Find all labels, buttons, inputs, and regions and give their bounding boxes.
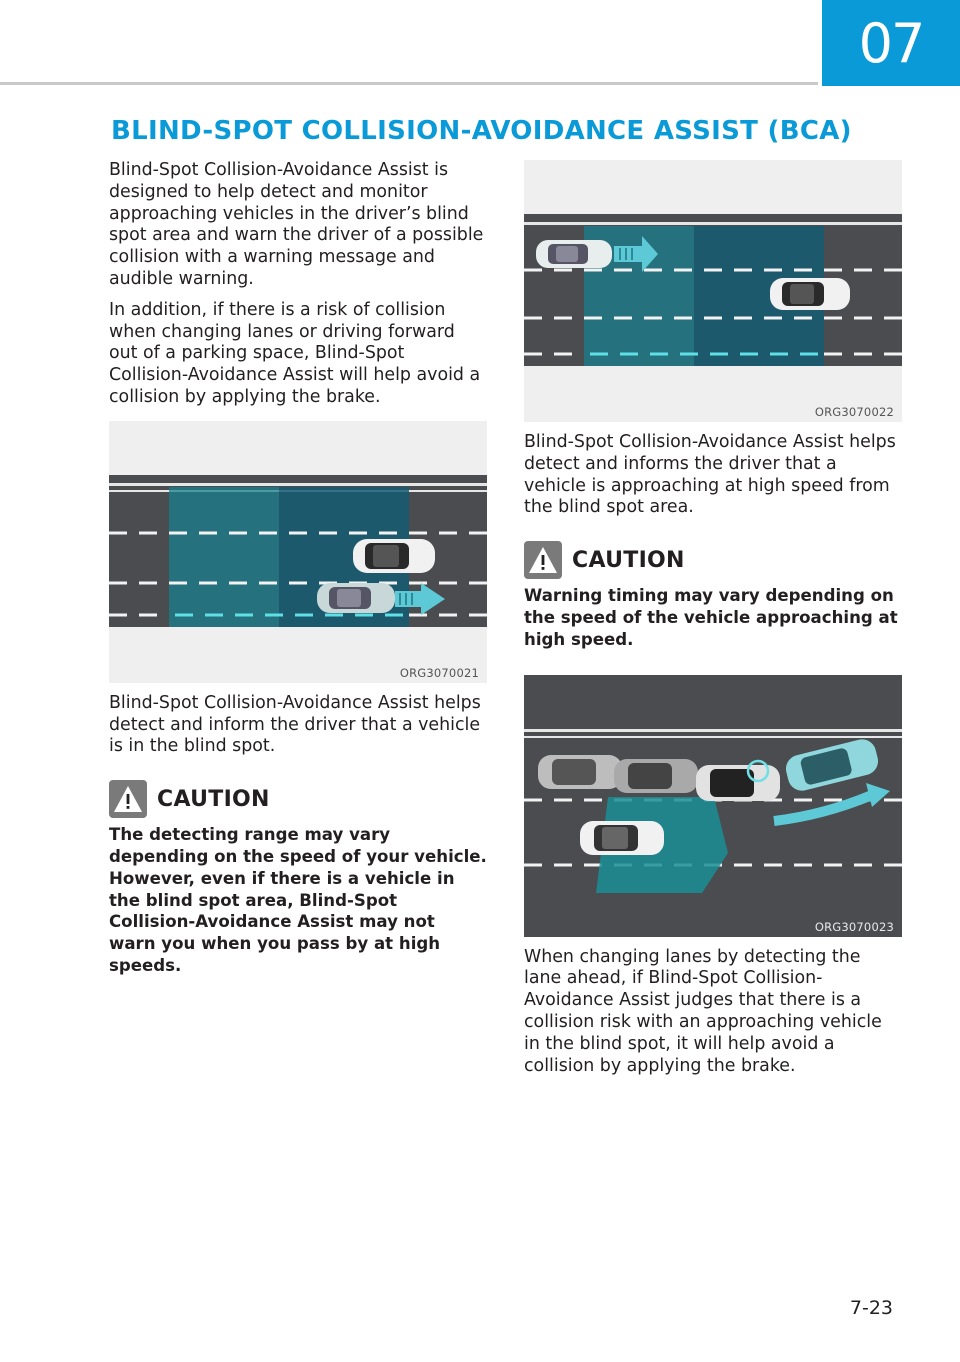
- caution-text: The detecting range may vary depending on the speed of your vehicle. However, even if there is a vehicle in the blind spot area, Blind-Spot Collision-Avoidance Assist may not warn you when you pass by at high speeds.: [109, 825, 487, 975]
- section-title: BLIND-SPOT COLLISION-AVOIDANCE ASSIST (BCA): [111, 116, 852, 146]
- road-illustration-lane-change: [524, 675, 902, 937]
- caution-title: CAUTION: [572, 547, 685, 573]
- figure-caption: Blind-Spot Collision-Avoidance Assist helps detect and inform the driver that a vehicle is in the blind spot.: [109, 692, 481, 757]
- car-icon: [353, 539, 435, 573]
- road-illustration-high-speed: [524, 160, 902, 422]
- intro-paragraph-2: In addition, if there is a risk of collision when changing lanes or driving forward out of a parking space, Blind-Spot Collision-Avoidance Assist will help avoid a collision by applying the brake.: [109, 299, 481, 407]
- caution-header: [109, 780, 487, 818]
- approaching-car-icon: [317, 583, 395, 613]
- figure-code: ORG3070021: [399, 665, 479, 680]
- caution-header: [524, 541, 902, 579]
- figure-caption: When changing lanes by detecting the lane ahead, if Blind-Spot Collision-Avoidance Assist judges that there is a collision risk with an approaching vehicle in the blind spot, it will help avoid a collision by applying the brake.: [524, 946, 882, 1076]
- caution-text: Warning timing may vary depending on the speed of the vehicle approaching at high speed.: [524, 586, 898, 649]
- right-column: [524, 160, 902, 1086]
- road-illustration-blind-spot: [109, 421, 487, 683]
- figure-high-speed-approach: [524, 160, 902, 422]
- left-column: [109, 160, 487, 977]
- warning-triangle-icon: [524, 541, 562, 579]
- car-icon: [770, 278, 850, 310]
- header-rule: [0, 82, 818, 85]
- figure-lane-change-assist: [524, 675, 902, 937]
- warning-triangle-icon: [109, 780, 147, 818]
- page-number: 7-23: [849, 1297, 893, 1319]
- caution-title: CAUTION: [157, 786, 270, 812]
- intro-paragraph-1: Blind-Spot Collision-Avoidance Assist is designed to help detect and monitor approaching vehicles in the driver’s blind spot area and warn the driver of a possible collision with a warning message and audible warning.: [109, 160, 484, 289]
- blind-spot-car-icon: [580, 821, 664, 855]
- approaching-car-icon: [536, 240, 612, 268]
- figure-blind-spot-detection: [109, 421, 487, 683]
- chapter-tab: 07: [822, 0, 960, 86]
- figure-caption: Blind-Spot Collision-Avoidance Assist helps detect and informs the driver that a vehicle is approaching at high speed from the blind spot area.: [524, 432, 896, 518]
- caution-box: [109, 780, 487, 977]
- figure-code: ORG3070023: [814, 919, 894, 934]
- caution-box: [524, 541, 902, 650]
- figure-code: ORG3070022: [814, 405, 894, 419]
